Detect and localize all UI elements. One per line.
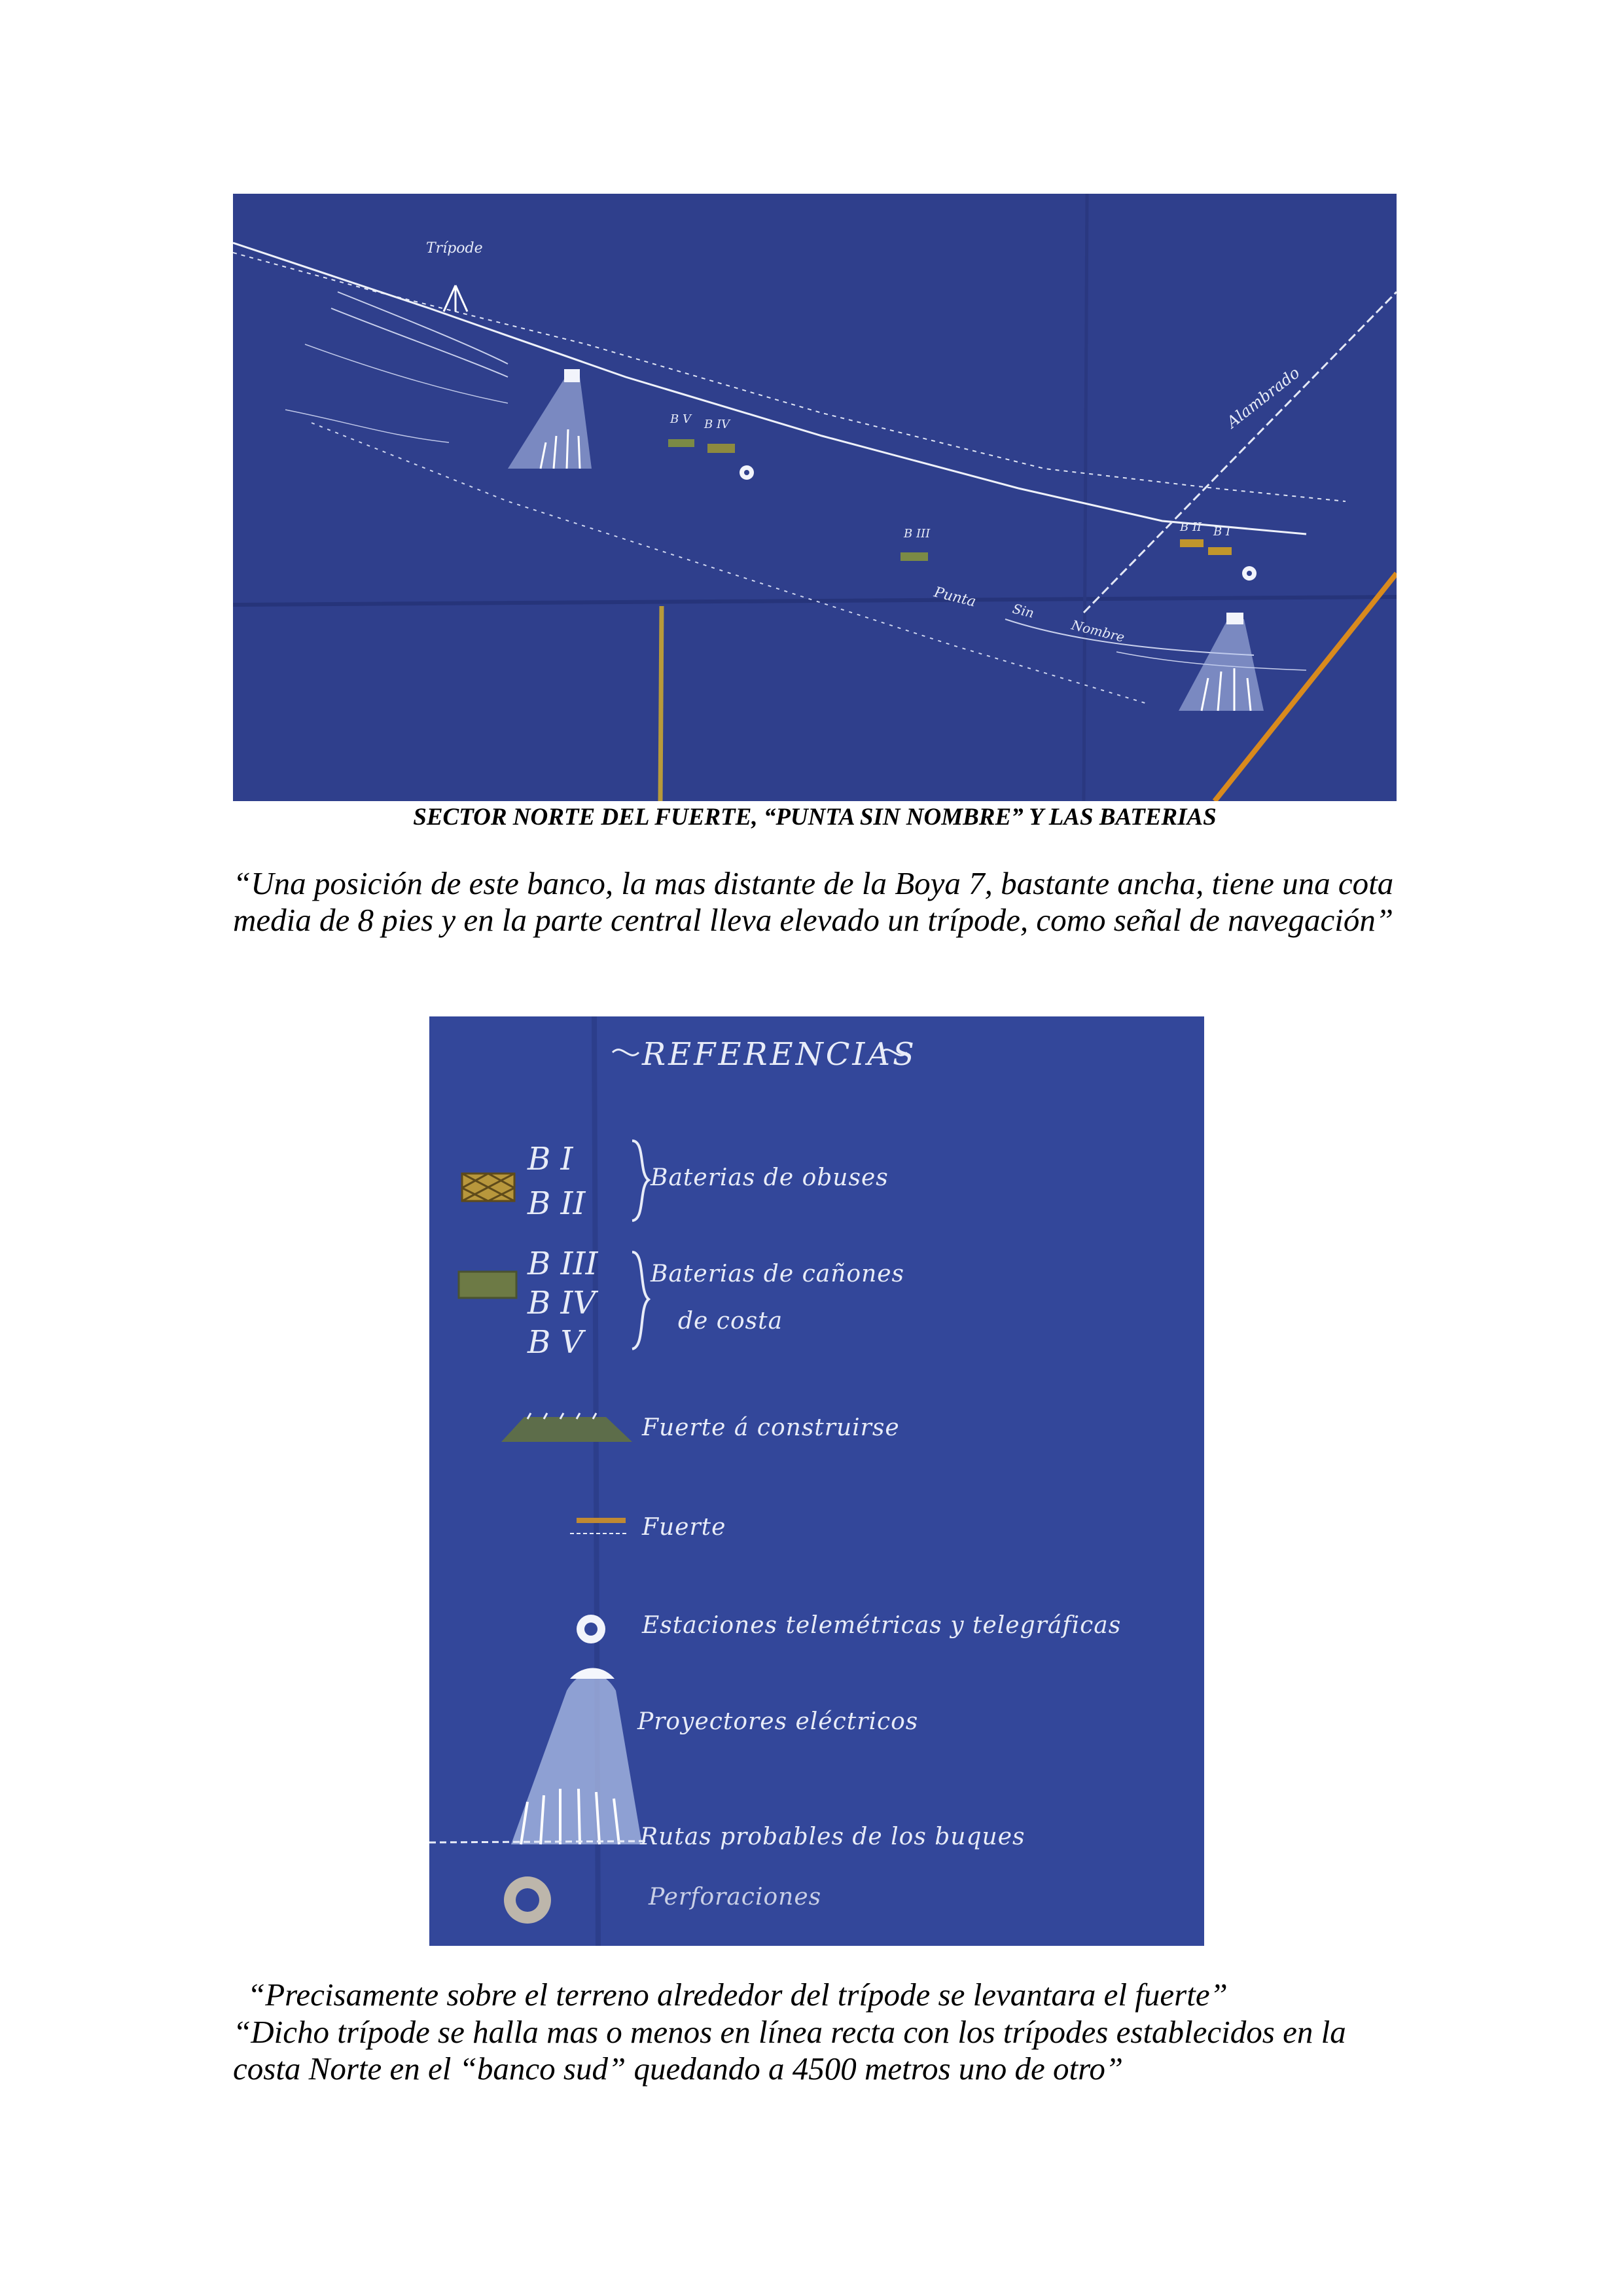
quote-paragraph-2: “Precisamente sobre el terreno alrededor del trípode se levantara el fuerte” bbox=[247, 1977, 1228, 2013]
battery-icon bbox=[1180, 539, 1204, 547]
map-label-sin: Sin bbox=[1010, 600, 1036, 621]
map-label-alambrado: Alambrado bbox=[1223, 363, 1304, 432]
battery-label-bv: B V bbox=[527, 1324, 584, 1361]
gold-line bbox=[660, 606, 662, 801]
map-label-bii: B II bbox=[1180, 520, 1202, 534]
map-label-bi: B I bbox=[1213, 525, 1231, 539]
battery-icon bbox=[1208, 547, 1232, 555]
battery-label-biv: B IV bbox=[527, 1285, 596, 1321]
map-label-tripode: Trípode bbox=[426, 240, 483, 257]
projector-icon bbox=[508, 369, 592, 469]
legend-estaciones: Estaciones telemétricas y telegráficas bbox=[642, 1612, 1122, 1639]
battery-label-bi: B I bbox=[527, 1141, 573, 1177]
legend-proyectores: Proyectores eléctricos bbox=[637, 1708, 919, 1735]
projector-icon bbox=[1179, 613, 1264, 711]
map-label-nombre: Nombre bbox=[1069, 617, 1126, 645]
map-sector-norte bbox=[233, 194, 1397, 801]
battery-canones-swatch bbox=[459, 1272, 516, 1298]
battery-icon bbox=[668, 439, 694, 447]
legend-title: REFERENCIAS bbox=[642, 1036, 917, 1073]
tripod-icon bbox=[444, 285, 467, 312]
ship-route-line bbox=[233, 253, 1346, 501]
quote-paragraph-3: “Dicho trípode se halla mas o menos en línea recta con los trípodes establecidos en la costa Norte en el “banco sud” quedando a 4500 metros uno de otro” bbox=[233, 2014, 1346, 2087]
map-fold-horizontal bbox=[233, 597, 1397, 605]
battery-label-biii: B III bbox=[527, 1246, 598, 1282]
route-sample bbox=[429, 1841, 645, 1842]
battery-icon bbox=[901, 552, 928, 561]
battery-label-bii: B II bbox=[527, 1185, 586, 1222]
legend-canones-label-1: Baterias de cañones bbox=[651, 1261, 905, 1287]
map-drawing bbox=[233, 194, 1397, 801]
map-label-biii: B III bbox=[904, 527, 931, 541]
figure-caption: SECTOR NORTE DEL FUERTE, “PUNTA SIN NOMBRE” Y LAS BATERIAS bbox=[413, 804, 1217, 831]
legend-fuerte: Fuerte bbox=[642, 1514, 726, 1541]
legend-canones-label-2: de costa bbox=[678, 1308, 783, 1335]
map-fold-vertical bbox=[1084, 194, 1087, 801]
legend-rutas: Rutas probables de los buques bbox=[640, 1823, 1026, 1850]
map-label-punta: Punta bbox=[932, 584, 978, 611]
brace-obuses bbox=[632, 1141, 649, 1221]
projector-icon bbox=[511, 1668, 642, 1845]
legend-fuerte-construirse: Fuerte á construirse bbox=[642, 1414, 900, 1441]
bank-contour bbox=[305, 344, 508, 403]
fence-line bbox=[1084, 292, 1397, 613]
legend-panel bbox=[429, 1016, 1204, 1946]
brace-canones bbox=[632, 1252, 649, 1349]
legend-obuses-label: Baterias de obuses bbox=[651, 1164, 889, 1191]
ship-route-line bbox=[312, 423, 1149, 704]
coastline bbox=[233, 243, 1306, 534]
quote-paragraph-1: “Una posición de este banco, la mas distante de la Boya 7, bastante ancha, tiene una cota media de 8 pies y en la parte central lleva elevado un trípode, como señal de navegación” bbox=[233, 865, 1394, 938]
map-label-biv: B IV bbox=[704, 418, 730, 431]
fort-icon bbox=[570, 1518, 629, 1534]
map-label-bv: B V bbox=[670, 412, 691, 426]
bank-contour bbox=[285, 410, 449, 442]
fort-planned-icon bbox=[501, 1413, 632, 1442]
title-flourish bbox=[613, 1050, 639, 1056]
legend-perforaciones: Perforaciones bbox=[649, 1884, 822, 1910]
battery-icon bbox=[707, 444, 735, 453]
